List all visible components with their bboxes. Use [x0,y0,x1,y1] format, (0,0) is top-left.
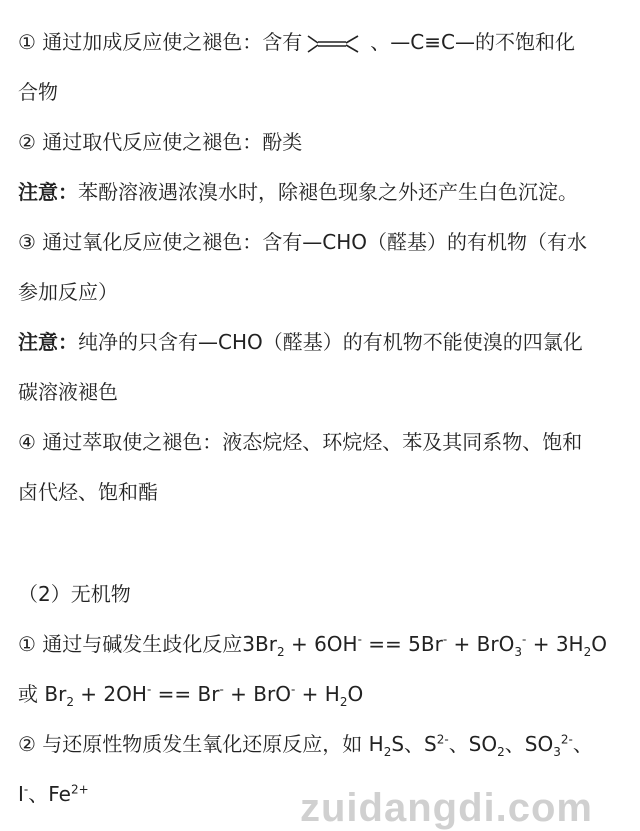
eq-text: 或 Br [18,682,67,706]
line-extraction-cont: 卤代烃、饱和酯 [18,480,158,504]
line-disproportionation-alt [18,680,363,708]
eq-sub: 3 [514,645,522,659]
eq-text: == 5Br [361,632,443,656]
eq-text: O [591,632,607,656]
alkyne-text: 、—C≡C—的不饱和化 [370,30,575,54]
line-disproportionation [18,630,607,658]
eq-text: 、SO [448,732,498,756]
eq-text: 、Fe [28,782,71,806]
addition-text: ① 通过加成反应使之褪色：含有 [18,30,303,54]
eq-text: + 6OH [284,632,358,656]
eq-text: + BrO [223,682,291,706]
section-heading-inorganic: （2）无机物 [18,582,131,606]
eq-sup: - [146,682,152,697]
eq-sup: 2- [436,732,449,747]
eq-text: + H [295,682,340,706]
note-text: 苯酚溶液遇浓溴水时，除褪色现象之外还产生白色沉淀。 [78,180,578,204]
line-oxidation: ③ 通过氧化反应使之褪色：含有—CHO（醛基）的有机物（有水 [18,230,588,254]
line-note-aldehyde [18,328,583,356]
eq-text: O [347,682,364,706]
eq-sub: 2 [66,695,74,709]
line-substitution: ② 通过取代反应使之褪色：酚类 [18,130,303,154]
eq-text: I [18,782,24,806]
line-note-phenol [18,178,578,206]
eq-sub: 2 [497,745,505,759]
note-text: 纯净的只含有—CHO（醛基）的有机物不能使溴的四氯化 [78,330,583,354]
eq-sub: 2 [583,645,592,659]
eq-sup: 2- [560,732,573,747]
eq-sup: - [23,782,29,797]
eq-text: == Br [151,682,220,706]
line-oxidation-cont: 参加反应） [18,280,118,304]
line-extraction: ④ 通过萃取使之褪色：液态烷烃、环烷烃、苯及其同系物、饱和 [18,430,583,454]
line-compound: 合物 [18,80,58,104]
eq-text: + 2OH [73,682,147,706]
eq-sup: - [290,682,296,697]
alkene-double-bond-icon [306,32,364,56]
eq-sup: - [442,632,448,647]
eq-text: ② 与还原性物质发生氧化还原反应，如 H [18,732,384,756]
line-note-aldehyde-cont: 碳溶液褪色 [18,380,118,404]
eq-text: + 3H [526,632,584,656]
eq-text: + BrO [447,632,515,656]
eq-sup: 2+ [70,782,89,797]
note-label: 注意： [18,330,78,354]
eq-text: ① 通过与碱发生歧化反应3Br [18,632,277,656]
eq-sub: 2 [276,645,285,659]
line-redox [18,730,593,758]
line-addition [18,28,575,56]
eq-text: 、SO [504,732,554,756]
eq-text: 、 [572,732,593,756]
eq-text: S、S [391,732,437,756]
eq-sup: - [219,682,224,697]
watermark: zuidangdi.com [300,786,593,830]
eq-sup: - [522,632,527,647]
note-label: 注意： [18,180,78,204]
eq-sub: 2 [383,745,392,759]
eq-sup: - [357,632,362,647]
eq-sub: 2 [339,695,348,709]
line-redox-cont [18,780,89,808]
eq-sub: 3 [553,745,561,759]
